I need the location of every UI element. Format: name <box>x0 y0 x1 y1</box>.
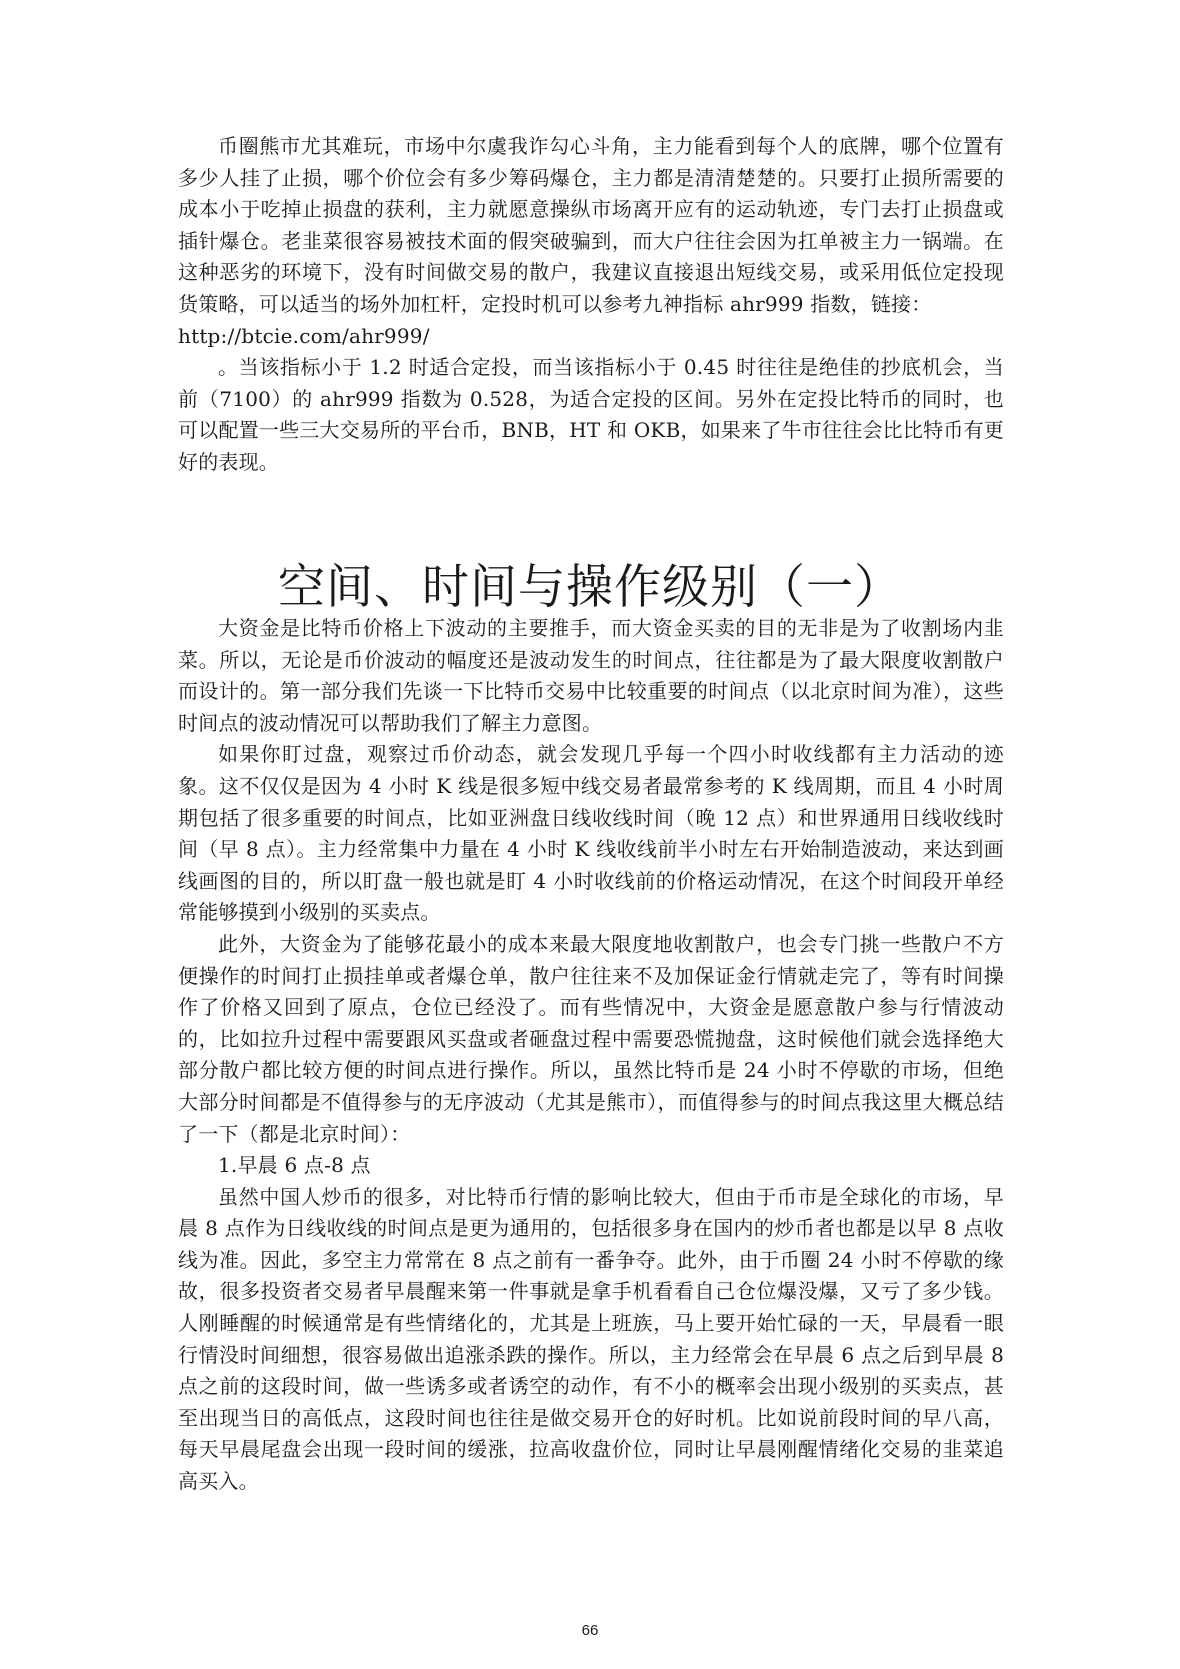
paragraph: 币圈熊市尤其难玩，市场中尔虞我诈勾心斗角，主力能看到每个人的底牌，哪个位置有多少人挂了止损，哪个价位会有多少筹码爆仓，主力都是清清楚楚的。只要打止损所需要的成本小于吃掉止损盘的获利，主力就愿意操纵市场离开应有的运动轨迹，专门去打止损盘或插针爆仓。老韭菜很容易被技术面的假突破骗到，而大户往往会因为扛单被主力一锅端。在这种恶劣的环境下，没有时间做交易的散户，我建议直接退出短线交易，或采用低位定投现货策略，可以适当的场外加杠杆，定投时机可以参考九神指标 ahr999 指数，链接： <box>178 134 1004 316</box>
page-number: 66 <box>581 1622 599 1639</box>
paragraph: 虽然中国人炒币的很多，对比特币行情的影响比较大，但由于币市是全球化的市场，早晨 8 点作为日线收线的时间点是更为通用的，包括很多身在国内的炒币者也都是以早 8 点收线为准。因此，多空主力常常在 8 点之前有一番争夺。此外，由于币圈 24 小时不停歇的缘故，很多投资者交易者早晨醒来第一件事就是拿手机看看自己仓位爆没爆，又亏了多少钱。人刚睡醒的时候通常是有些情绪化的，尤其是上班族，马上要开始忙碌的一天，早晨看一眼行情没时间细想，很容易做出追涨杀跌的操作。所以，主力经常会在早晨 6 点之后到早晨 8 点之前的这段时间，做一些诱多或者诱空的动作，有不小的概率会出现小级别的买卖点，甚至出现当日的高低点，这段时间也往往是做交易开仓的好时机。比如说前段时间的早八高，每天早晨尾盘会出现一段时间的缓涨，拉高收盘价位，同时让早晨刚醒情绪化交易的韭菜追高买入。 <box>178 1184 1004 1494</box>
paragraph: 。当该指标小于 1.2 时适合定投，而当该指标小于 0.45 时往往是绝佳的抄底机会，当前（7100）的 ahr999 指数为 0.528，为适合定投的区间。另外在定投比特币的同时，也可以配置一些三大交易所的平台币，BNB，HT 和 OKB，如果来了牛市往往会比比特币有更好的表现。 <box>178 355 1004 474</box>
paragraph: 大资金是比特币价格上下波动的主要推手，而大资金买卖的目的无非是为了收割场内韭菜。所以，无论是币价波动的幅度还是波动发生的时间点，往往都是为了最大限度收割散户而设计的。第一部分我们先谈一下比特币交易中比较重要的时间点（以北京时间为准），这些时间点的波动情况可以帮助我们了解主力意图。 <box>178 616 1004 735</box>
paragraph: 此外，大资金为了能够花最小的成本来最大限度地收割散户，也会专门挑一些散户不方便操作的时间打止损挂单或者爆仓单，散户往往来不及加保证金行情就走完了，等有时间操作了价格又回到了原点，仓位已经没了。而有些情况中，大资金是愿意散户参与行情波动的，比如拉升过程中需要跟风买盘或者砸盘过程中需要恐慌抛盘，这时候他们就会选择绝大部分散户都比较方便的时间点进行操作。所以，虽然比特币是 24 小时不停歇的市场，但绝大部分时间都是不值得参与的无序波动（尤其是熊市），而值得参与的时间点我这里大概总结了一下（都是北京时间）： <box>178 931 1004 1146</box>
link-text[interactable]: http://btcie.com/ahr999/ <box>178 323 430 348</box>
paragraph: 如果你盯过盘，观察过币价动态，就会发现几乎每一个四小时收线都有主力活动的迹象。这不仅仅是因为 4 小时 K 线是很多短中线交易者最常参考的 K 线周期，而且 4 小时周期包括了很多重要的时间点，比如亚洲盘日线收线时间（晚 12 点）和世界通用日线收线时间（早 8 点）。主力经常集中力量在 4 小时 K 线收线前半小时左右开始制造波动，来达到画线画图的目的，所以盯盘一般也就是盯 4 小时收线前的价格运动情况，在这个时间段开单经常能够摸到小级别的买卖点。 <box>178 742 1004 925</box>
intro-section <box>178 131 1004 479</box>
section-heading: 空间、时间与操作级别（一） <box>278 560 902 615</box>
main-section <box>178 613 1004 1498</box>
list-heading: 1.早晨 6 点-8 点 <box>218 1153 371 1178</box>
